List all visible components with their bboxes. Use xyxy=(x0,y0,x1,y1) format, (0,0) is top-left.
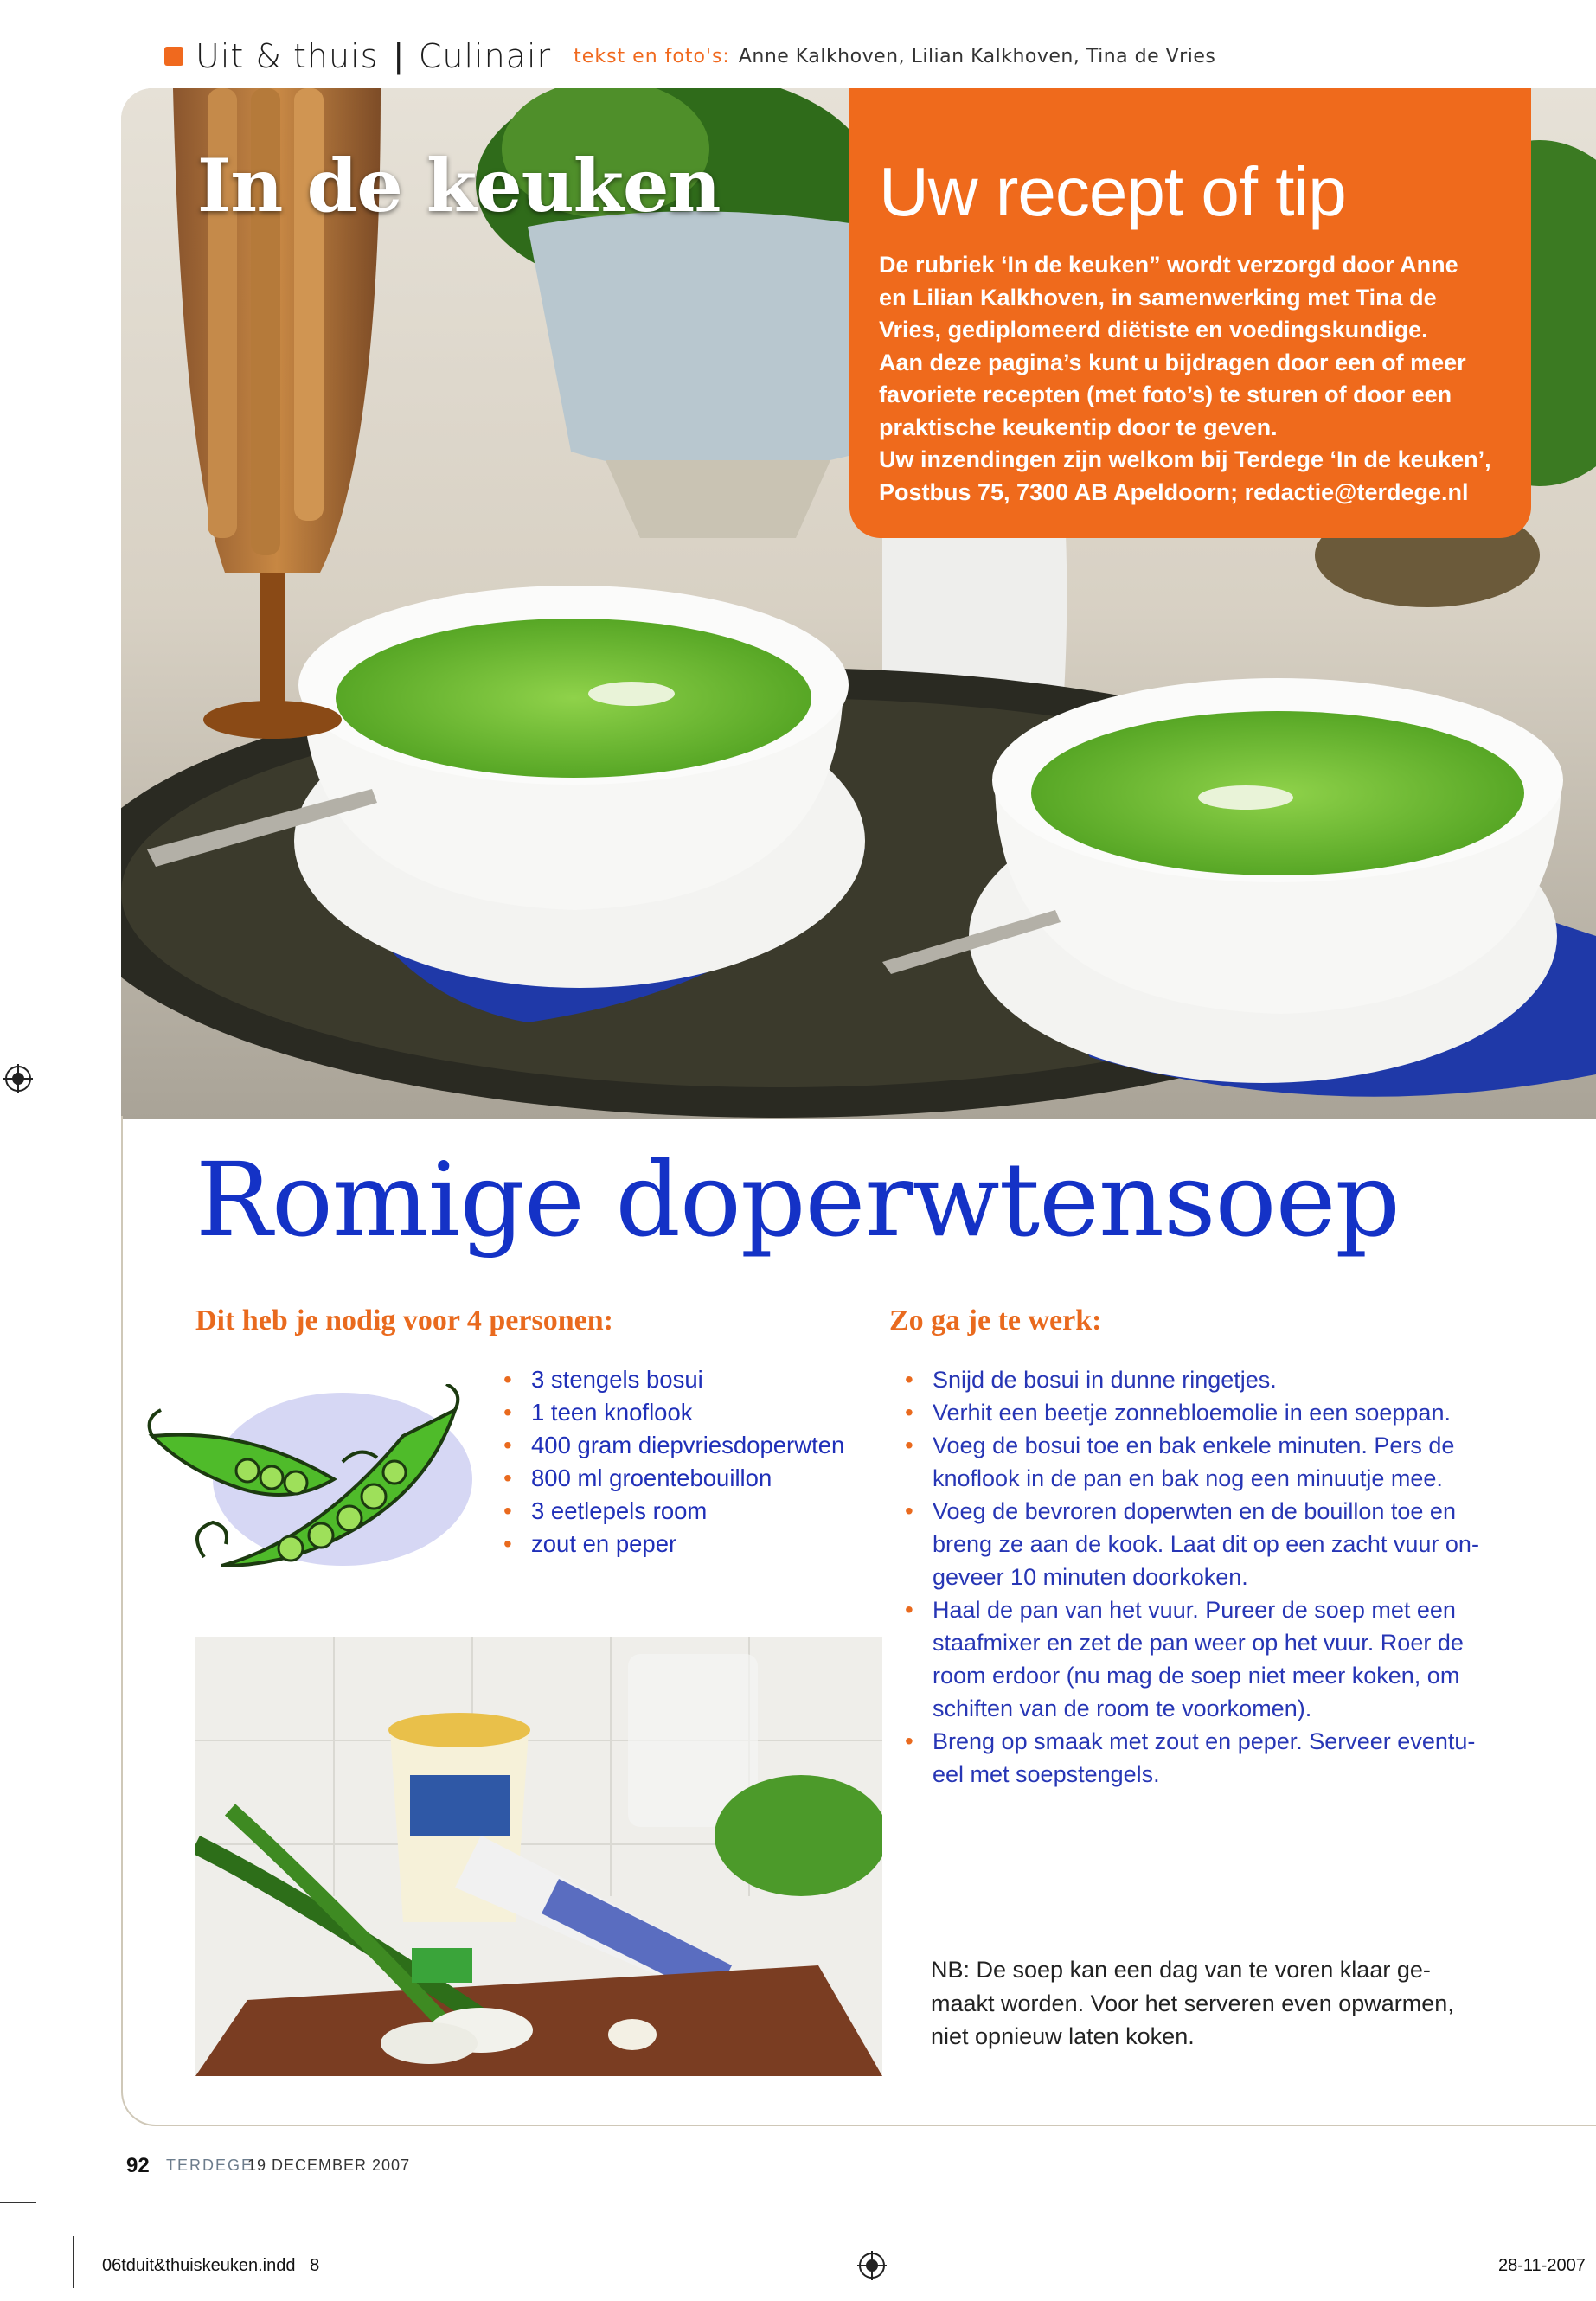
note-line: NB: De soep kan een dag van te voren klaar ge- xyxy=(931,1957,1431,1983)
ingredient-item: • 800 ml groentebouillon xyxy=(500,1462,907,1495)
tip-line: Uw inzendingen zijn welkom bij Terdege ‘In de keuken’, xyxy=(879,446,1491,472)
pea-pod-illustration xyxy=(144,1384,472,1592)
ingredient-item: • 1 teen knoflook xyxy=(500,1396,907,1429)
step-item xyxy=(901,1429,1507,1495)
step-item xyxy=(901,1363,1507,1396)
steps-heading: Zo ga je te werk: xyxy=(889,1304,1102,1336)
ingredient-item: • zout en peper xyxy=(500,1528,907,1561)
ingredient-item: • 3 stengels bosui xyxy=(500,1363,907,1396)
step-line: • Breng op smaak met zout en peper. Serveer eventu- xyxy=(933,1728,1476,1754)
tip-line: Aan deze pagina’s kunt u bijdragen door een of meer xyxy=(879,349,1466,375)
tip-box-body xyxy=(879,249,1509,509)
tip-line: Vries, gediplomeerd diëtiste en voedingskundige. xyxy=(879,317,1428,343)
crop-mark xyxy=(0,2202,36,2203)
tip-box xyxy=(849,88,1531,538)
step-line: knoflook in de pan en bak nog een minuutje mee. xyxy=(933,1465,1443,1491)
step-item xyxy=(901,1495,1507,1593)
step-line: • Verhit een beetje zonnebloemolie in een soeppan. xyxy=(933,1400,1451,1426)
step-line: • Snijd de bosui in dunne ringetjes. xyxy=(933,1367,1277,1393)
credits: Anne Kalkhoven, Lilian Kalkhoven, Tina de Vries xyxy=(738,45,1216,67)
category-name: Culinair xyxy=(418,37,552,75)
section-name: Uit & thuis xyxy=(195,37,379,75)
issue-date: 19 DECEMBER 2007 xyxy=(247,2157,411,2174)
header-separator: | xyxy=(394,36,403,75)
tip-box-title: Uw recept of tip xyxy=(879,153,1346,230)
tip-line: praktische keukentip door te geven. xyxy=(879,413,1278,440)
step-item xyxy=(901,1725,1507,1791)
registration-mark-icon xyxy=(3,1064,33,1093)
recipe-title: Romige doperwtensoep xyxy=(195,1140,1400,1259)
step-item xyxy=(901,1593,1507,1725)
credits-label: tekst en foto's: xyxy=(574,45,730,67)
ingredients-heading: Dit heb je nodig voor 4 personen: xyxy=(195,1304,613,1336)
step-line: • Voeg de bevroren doperwten en de bouillon toe en xyxy=(933,1498,1456,1524)
ingredients-photo xyxy=(195,1637,882,2076)
step-line: geveer 10 minuten doorkoken. xyxy=(933,1564,1248,1590)
running-header xyxy=(164,35,1215,78)
tip-line: favoriete recepten (met foto’s) te sturen of door een xyxy=(879,381,1452,407)
section-title: In de keuken xyxy=(197,143,721,228)
slug-filename: 06tduit&thuiskeuken.indd 8 xyxy=(102,2256,320,2275)
step-item xyxy=(901,1396,1507,1429)
page-number: 92 xyxy=(126,2154,150,2177)
note-line: niet opnieuw laten koken. xyxy=(931,2023,1195,2049)
step-line: breng ze aan de kook. Laat dit op een zacht vuur on- xyxy=(933,1531,1479,1557)
note-line: maakt worden. Voor het serveren even opwarmen, xyxy=(931,1990,1454,2016)
step-line: schiften van de room te voorkomen). xyxy=(933,1695,1312,1721)
tip-line: Postbus 75, 7300 AB Apeldoorn; redactie@terdege.nl xyxy=(879,478,1469,505)
crop-mark xyxy=(73,2236,74,2288)
slug-date: 28-11-2007 xyxy=(1498,2256,1586,2275)
recipe-note xyxy=(931,1953,1484,2054)
steps-list xyxy=(901,1363,1507,1791)
tip-line: De rubriek ‘In de keuken” wordt verzorgd door Anne xyxy=(879,252,1458,278)
step-line: eel met soepstengels. xyxy=(933,1761,1160,1787)
step-line: • Haal de pan van het vuur. Pureer de soep met een xyxy=(933,1597,1456,1623)
tip-line: en Lilian Kalkhoven, in samenwerking met Tina de xyxy=(879,284,1437,311)
step-line: room erdoor (nu mag de soep niet meer koken, om xyxy=(933,1663,1460,1689)
step-line: • Voeg de bosui toe en bak enkele minuten. Pers de xyxy=(933,1433,1455,1458)
ingredients-list xyxy=(500,1363,907,1561)
ingredient-item: • 3 eetlepels room xyxy=(500,1495,907,1528)
magazine-name: TERDEGE xyxy=(166,2157,254,2174)
ingredient-item: • 400 gram diepvriesdoperwten xyxy=(500,1429,907,1462)
step-line: staafmixer en zet de pan weer op het vuur. Roer de xyxy=(933,1630,1464,1656)
section-marker-icon xyxy=(164,47,183,66)
registration-mark-icon xyxy=(857,2251,887,2280)
